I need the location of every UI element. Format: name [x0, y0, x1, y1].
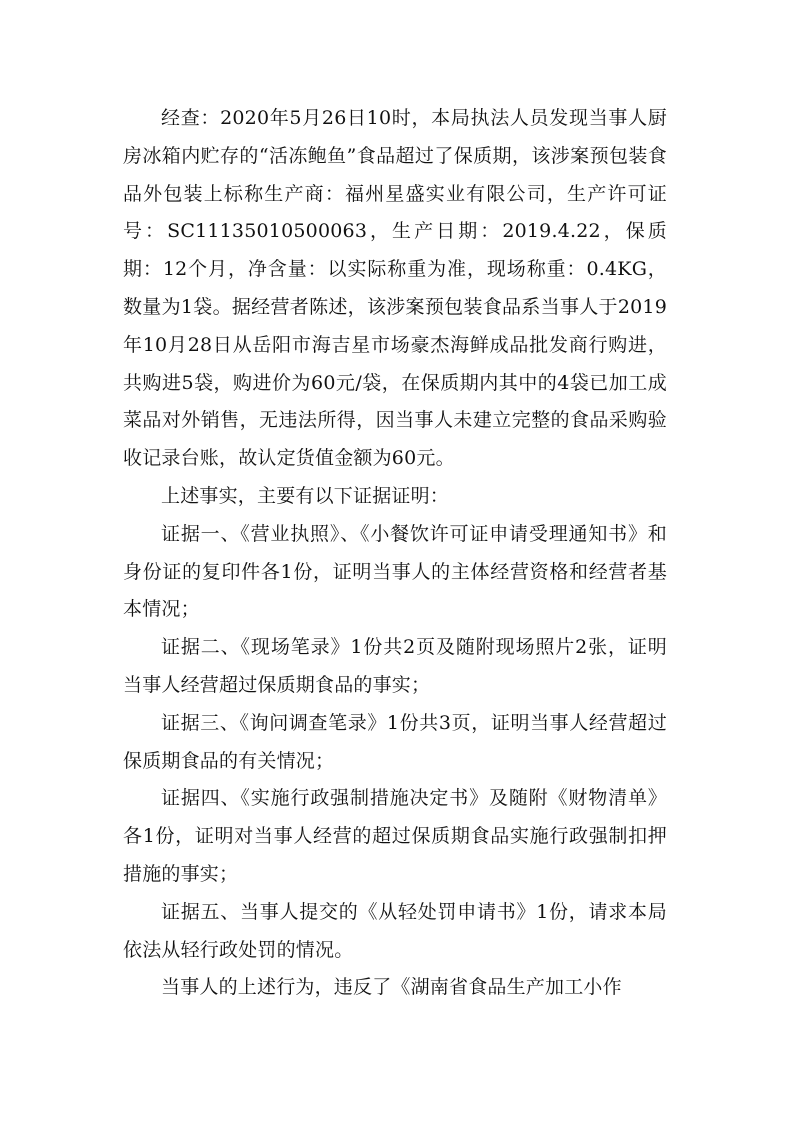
paragraph-evidence-4: 证据四、《实施行政强制措施决定书》及随附《财物清单》各1份，证明对当事人经营的超过保质期食品实施行政强制扣押措施的事实； [123, 787, 667, 885]
paragraph-evidence-1: 证据一、《营业执照》、《小餐饮许可证申请受理通知书》和身份证的复印件各1份，证明当事人的主体经营资格和经营者基本情况； [123, 522, 667, 621]
paragraph-evidence-intro: 上述事实，主要有以下证据证明： [161, 484, 450, 507]
paragraph-violation: 当事人的上述行为，违反了《湖南省食品生产加工小作 [161, 976, 622, 999]
paragraph-evidence-2: 证据二、《现场笔录》1份共2页及随附现场照片2张，证明当事人经营超过保质期食品的事实； [123, 636, 667, 696]
paragraph-evidence-3: 证据三、《询问调查笔录》1份共3页，证明当事人经营超过保质期食品的有关情况； [123, 711, 667, 772]
document-body [123, 100, 667, 1007]
paragraph-evidence-5: 证据五、当事人提交的《从轻处罚申请书》1份，请求本局依法从轻行政处罚的情况。 [123, 900, 667, 961]
paragraph-investigation-findings: 经查：2020年5月26日10时，本局执法人员发现当事人厨房冰箱内贮存的“活冻鲍鱼”食品超过了保质期，该涉案预包装食品外包装上标称生产商：福州星盛实业有限公司，生产许可证号：SC11135010500063，生产日期：2019.4.22，保质期：12个月，净含量：以实际称重为准，现场称重：0.4KG，数量为1袋。据经营者陈述，该涉案预包装食品系当事人于2019年10月28日从岳阳市海吉星市场豪杰海鲜成品批发商行购进，共购进5袋，购进价为60元/袋，在保质期内其中的4袋已加工成菜品对外销售，无违法所得，因当事人未建立完整的食品采购验收记录台账，故认定货值金额为60元。 [123, 107, 667, 470]
